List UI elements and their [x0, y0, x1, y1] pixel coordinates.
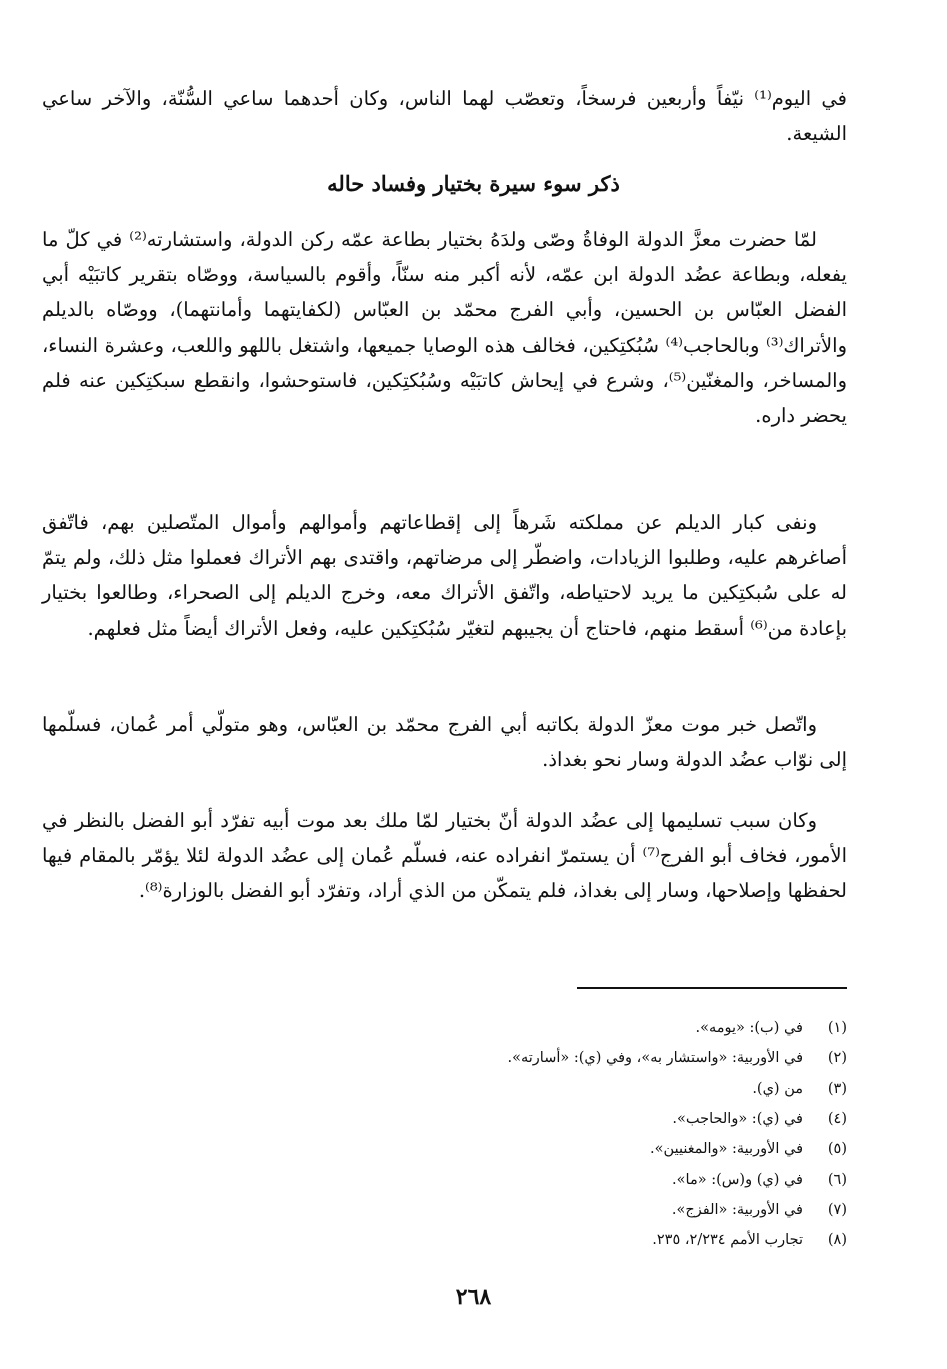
- footnote-text: من (ي).: [752, 1080, 803, 1097]
- footnote-item: [147, 1043, 847, 1073]
- footnote-number: (١): [827, 1020, 847, 1037]
- footnote-text: في الأوربية: «الفزج».: [671, 1201, 803, 1218]
- footnote-number: (٢): [827, 1050, 847, 1067]
- footnote-number: (٥): [827, 1141, 847, 1158]
- footnote-item: [147, 1134, 847, 1164]
- paragraph-continuation: في اليوم⁽¹⁾ نيّفاً وأربعين فرسخاً، وتعصّب لهما الناس، وكان أحدهما ساعي السُّنّة، والآخر ساعي الشيعة.: [42, 87, 848, 146]
- footnote-item: [147, 1104, 847, 1134]
- page-number: ٢٦٨: [455, 1284, 492, 1310]
- footnote-number: (٦): [827, 1171, 847, 1188]
- footnote-text: في (ي) و(س): «ما».: [672, 1171, 803, 1188]
- footnote-item: [147, 1013, 847, 1043]
- footnote-text: تجارب الأمم ٢/٢٣٤، ٢٣٥.: [652, 1232, 803, 1249]
- footnote-text: في الأوربية: «واستشار به»، وفي (ي): «أسارته».: [507, 1050, 803, 1067]
- footnote-number: (٨): [827, 1232, 847, 1249]
- paragraph-3: واتّصل خبر موت معزّ الدولة بكاتبه أبي الفرج محمّد بن العبّاس، وهو متولّي أمر عُمان، فسلّمها إلى نوّاب عضُد الدولة وسار نحو بغداذ.: [42, 713, 847, 772]
- footnote-text: في (ب): «يومه».: [695, 1020, 803, 1037]
- footnote-number: (٤): [827, 1111, 847, 1128]
- footnote-number: (٧): [827, 1201, 847, 1218]
- paragraph-4: وكان سبب تسليمها إلى عضُد الدولة أنّ بختيار لمّا ملك بعد موت أبيه تفرّد أبو الفضل بالنظر في الأمور، فخاف أبو الفرج⁽⁷⁾ أن يستمرّ انفراده عنه، فسلّم عُمان إلى عضُد الدولة لئلا يؤمّر بالمقام فيها لحفظها وإصلاحها، وسار إلى بغداذ، فلم يتمكّن من الذي أراد، وتفرّد أبو الفضل بالوزارة⁽⁸⁾.: [42, 809, 847, 903]
- paragraph-1: لمّا حضرت معزَّ الدولة الوفاةُ وصّى ولدَهُ بختيار بطاعة عمّه ركن الدولة، واستشارته⁽²⁾ في كلّ ما يفعله، وبطاعة عضُد الدولة ابن عمّه، لأنه أكبر منه سنّاً، وأقوم بالسياسة، ووصّاه بتقرير كاتبَيْه أبي الفضل العبّاس بن الحسين، وأبي الفرج محمّد بن العبّاس (لكفايتهما وأمانتهما)، ووصّاه بالديلم والأتراك⁽³⁾ وبالحاجب⁽⁴⁾ سُبُكتِكين، فخالف هذه الوصايا جميعها، واشتغل باللهو واللعب، وعشرة النساء، والمساخر، والمغنّين⁽⁵⁾، وشرع في إيحاش كاتبَيْه وسُبُكتِكين، فاستوحشوا، وانقطع سبكتِكين عنه فلم يحضر داره.: [42, 228, 847, 428]
- paragraph-2: ونفى كبار الديلم عن مملكته شَرهاً إلى إقطاعاتهم وأموالهم وأموال المتّصلين بهم، فاتّفق أصاغرهم عليه، وطلبوا الزيادات، واضطّر إلى مرضاتهم، واقتدى بهم الأتراك فعملوا مثل ذلك، ولم يتمّ له على سُبكتِكين ما يريد لاحتياطه، واتّفق الأتراك معه، وخرج الديلم إلى الصحراء، وطالعوا بختيار بإعادة من⁽⁶⁾ أسقط منهم، فاحتاج أن يجيبهم لتغيّر سُبُكتِكين عليه، وفعل الأتراك أيضاً مثل فعلهم.: [42, 511, 847, 640]
- footnote-item: [147, 1225, 847, 1255]
- footnotes-list: [147, 1013, 847, 1255]
- footnote-item: [147, 1195, 847, 1225]
- footnote-text: في الأوربية: «والمغنيين».: [650, 1141, 803, 1158]
- section-heading: ذكر سوء سيرة بختيار وفساد حاله: [327, 171, 620, 196]
- footnote-text: في (ي): «والحاجب».: [672, 1111, 803, 1128]
- footnote-item: [147, 1074, 847, 1104]
- footnote-item: [147, 1164, 847, 1194]
- footnote-divider: [577, 987, 847, 989]
- footnote-number: (٣): [827, 1080, 847, 1097]
